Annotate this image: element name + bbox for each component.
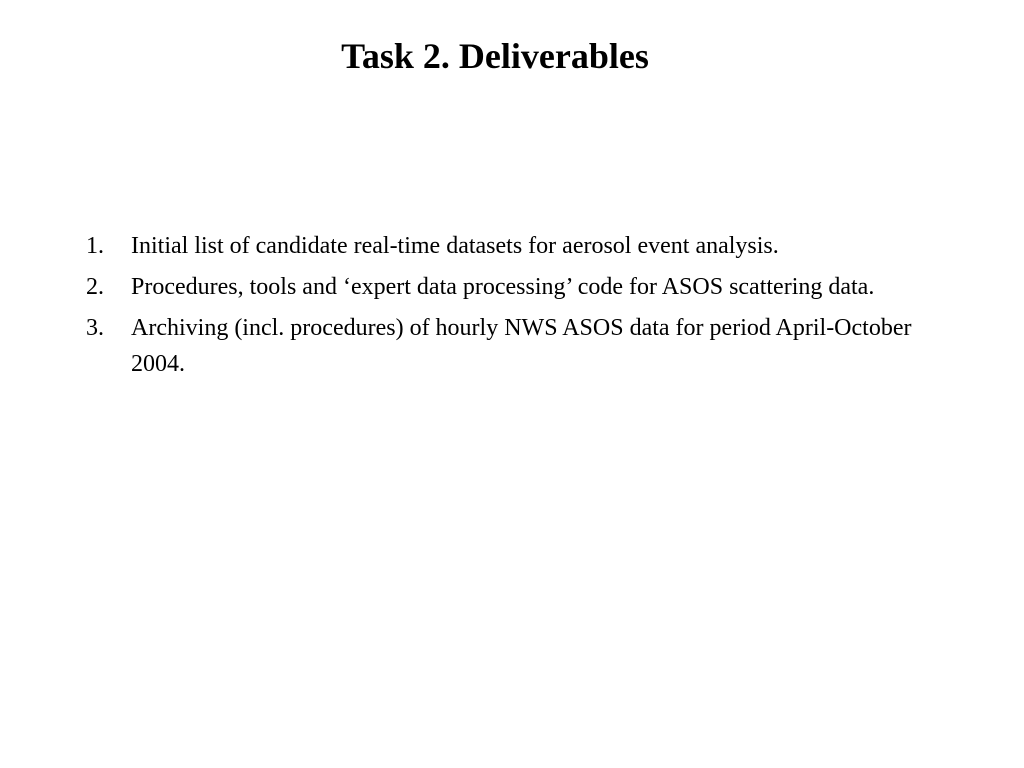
list-item [86,269,936,305]
list-item-number: 3. [86,315,104,341]
list-item-text: Initial list of candidate real-time datasets for aerosol event analysis. [131,233,779,259]
list-item [86,228,936,264]
list-item-number: 2. [86,274,104,300]
list-item [86,310,936,382]
list-item-text: Procedures, tools and ‘expert data processing’ code for ASOS scattering data. [131,274,875,300]
list-item-number: 1. [86,233,104,259]
deliverables-list [86,228,936,387]
list-item-text: Archiving (incl. procedures) of hourly NWS ASOS data for period April-October 2004. [131,315,912,377]
slide-title: Task 2. Deliverables [341,36,649,76]
